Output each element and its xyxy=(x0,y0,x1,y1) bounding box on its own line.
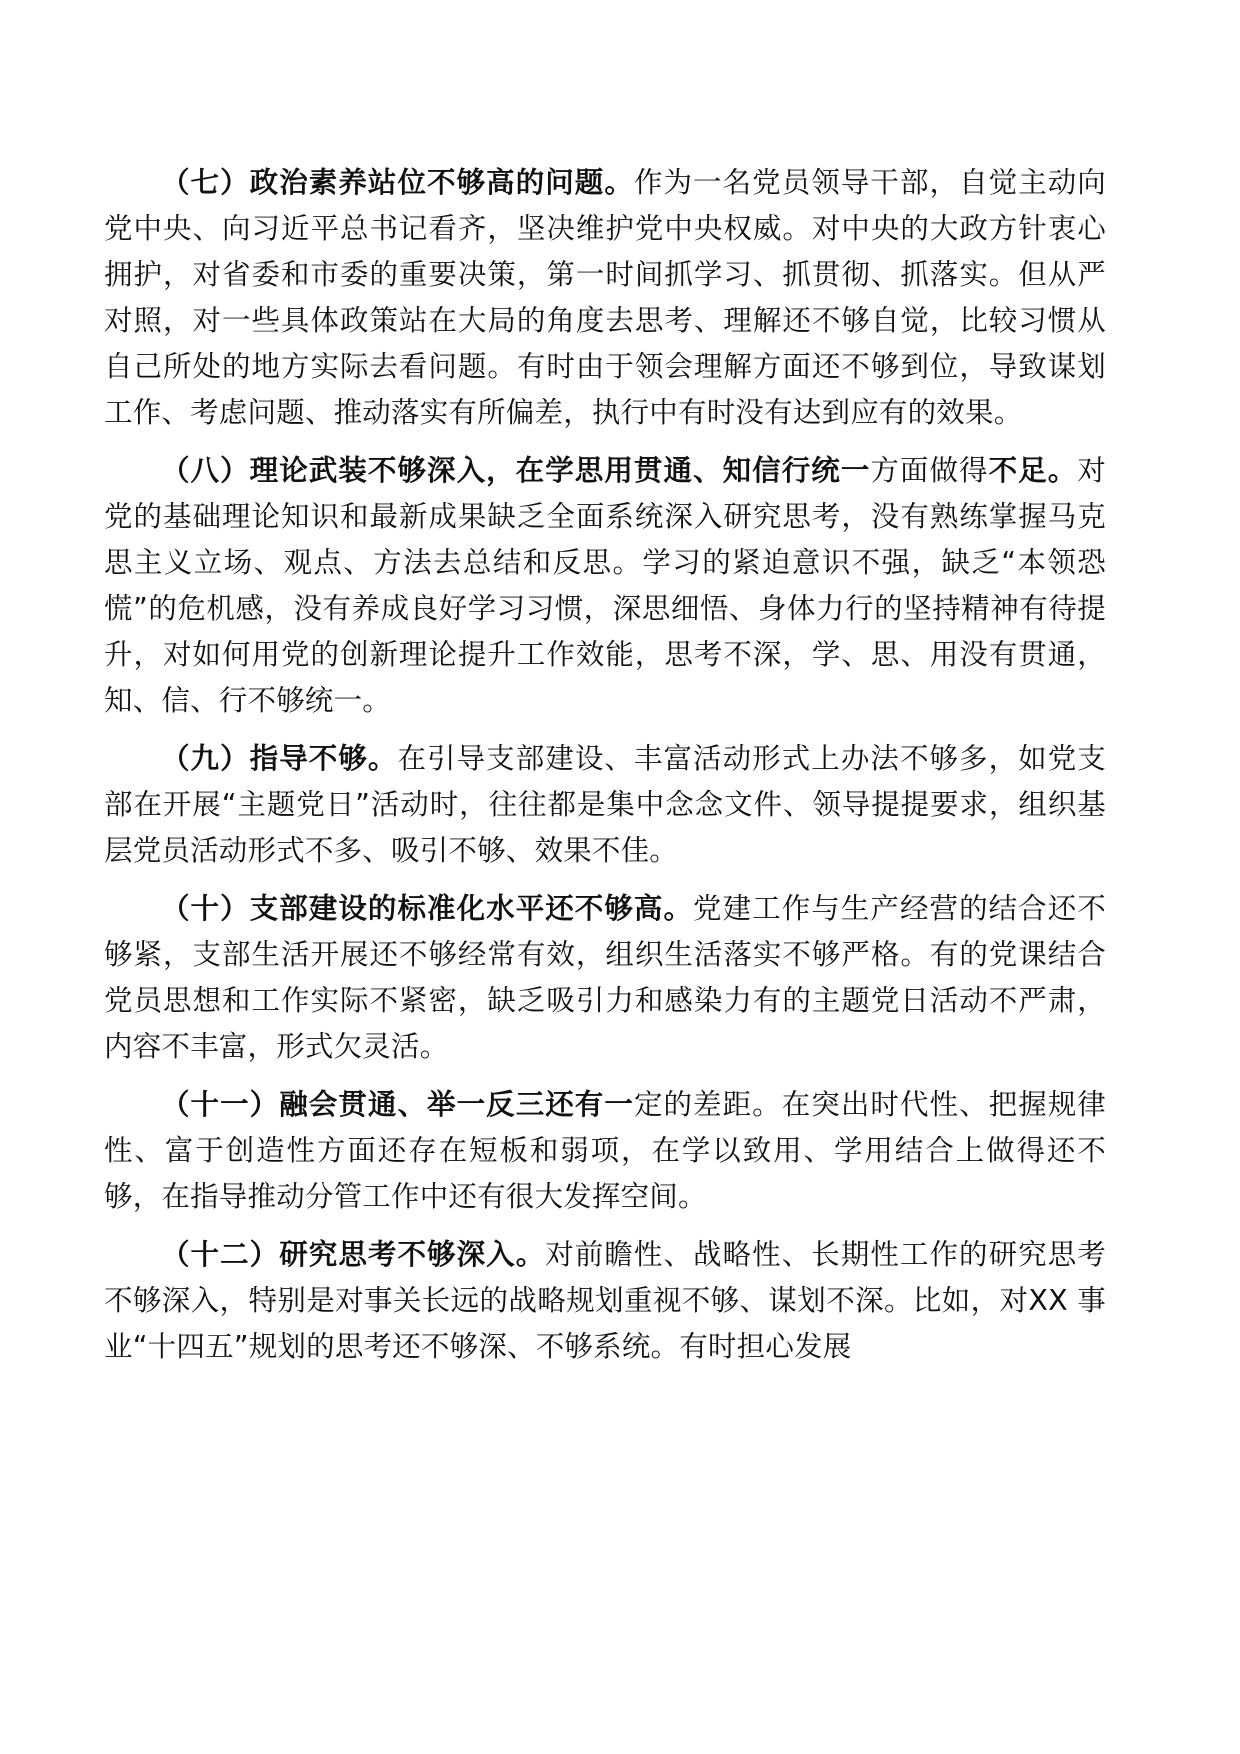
paragraph-8 xyxy=(104,448,1106,724)
paragraph-8-text-tail: 对党的基础理论知识和最新成果缺乏全面系统深入研究思考，没有熟练掌握马克思主义立场、观点、方法去总结和反思。学习的紧迫意识不强，缺乏“本领恐慌”的危机感，没有养成良好学习习惯，深思细悟、身体力行的坚持精神有待提升，对如何用党的创新理论提升工作效能，思考不深，学、思、用没有贯通，知、信、行不够统一。 xyxy=(104,454,1106,717)
paragraph-8-heading: （八）理论武装不够深入，在学思用贯通、知信行统一 xyxy=(161,454,871,487)
paragraph-9-heading: （九）指导不够。 xyxy=(161,742,398,775)
paragraph-11-text: 定的差距。在突出时代性、把握规律性、富于创造性方面还存在短板和弱项，在学以致用、学用结合上做得还不够，在指导推动分管工作中还有很大发挥空间。 xyxy=(104,1088,1107,1213)
paragraph-12 xyxy=(104,1232,1106,1370)
paragraph-9-text: 在引导支部建设、丰富活动形式上办法不够多，如党支部在开展“主题党日”活动时，往往都是集中念念文件、领导提提要求，组织基层党员活动形式不多、吸引不够、效果不佳。 xyxy=(104,742,1106,867)
paragraph-12-heading: （十二）研究思考不够深入。 xyxy=(161,1238,546,1271)
document-body xyxy=(104,160,1106,1382)
paragraph-7 xyxy=(104,160,1106,436)
paragraph-7-heading: （七）政治素养站位不够高的问题。 xyxy=(161,166,634,199)
paragraph-12-text: 对前瞻性、战略性、长期性工作的研究思考不够深入，特别是对事关长远的战略规划重视不够、谋划不深。比如，对XX 事业“十四五”规划的思考还不够深、不够系统。有时担心发展 xyxy=(104,1238,1106,1363)
paragraph-10-heading: （十）支部建设的标准化水平还不够高。 xyxy=(161,892,694,925)
paragraph-11 xyxy=(104,1082,1106,1220)
paragraph-8-heading-tail: 不足。 xyxy=(988,454,1078,487)
paragraph-10-text: 党建工作与生产经营的结合还不够紧，支部生活开展还不够经常有效，组织生活落实不够严格。有的党课结合党员思想和工作实际不紧密，缺乏吸引力和感染力有的主题党日活动不严肃，内容不丰富，形式欠灵活。 xyxy=(104,892,1106,1063)
paragraph-7-text: 作为一名党员领导干部，自觉主动向党中央、向习近平总书记看齐，坚决维护党中央权威。对中央的大政方针衷心拥护，对省委和市委的重要决策，第一时间抓学习、抓贯彻、抓落实。但从严对照，对一些具体政策站在大局的角度去思考、理解还不够自觉，比较习惯从自己所处的地方实际去看问题。有时由于领会理解方面还不够到位，导致谋划工作、考虑问题、推动落实有所偏差，执行中有时没有达到应有的效果。 xyxy=(104,166,1107,429)
paragraph-8-text: 方面做得 xyxy=(870,454,989,487)
paragraph-9 xyxy=(104,736,1106,874)
paragraph-10 xyxy=(104,886,1106,1070)
paragraph-11-heading: （十一）融会贯通、举一反三还有一 xyxy=(161,1088,634,1121)
